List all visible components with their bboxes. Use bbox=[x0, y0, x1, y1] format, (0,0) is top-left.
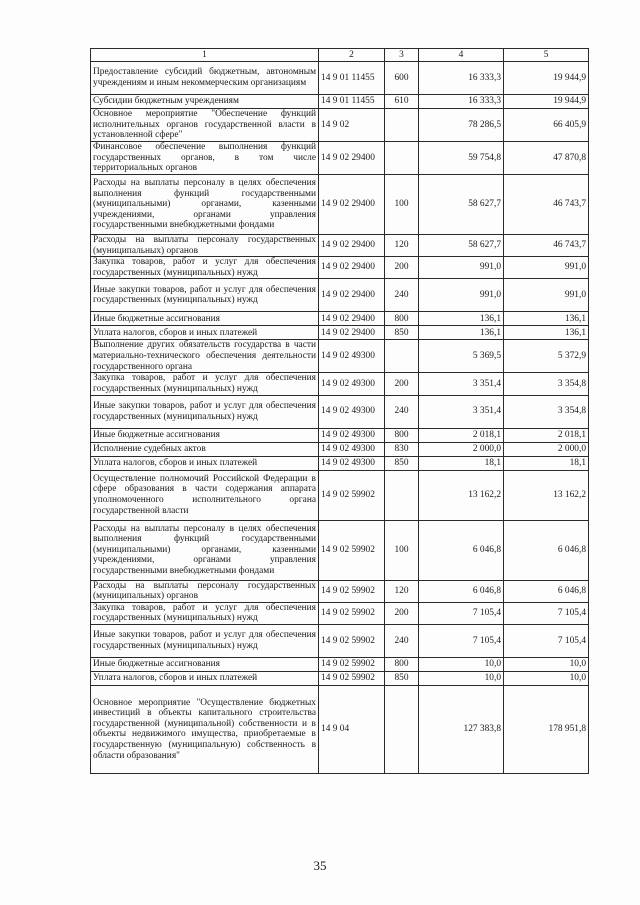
amount-col4: 10,0 bbox=[419, 657, 504, 671]
amount-col5: 2 018,1 bbox=[504, 428, 589, 442]
target-code: 14 9 01 11455 bbox=[319, 62, 385, 95]
expense-name: Выполнение других обязательств государства в части материально-технического обеспечения деятельности государственного органа bbox=[91, 340, 319, 373]
expense-type: 800 bbox=[385, 312, 419, 326]
target-code: 14 9 02 59902 bbox=[319, 657, 385, 671]
expense-type: 100 bbox=[385, 520, 419, 580]
expense-name: Закупка товаров, работ и услуг для обеспечения государственных (муниципальных) нужд bbox=[91, 602, 319, 624]
column-header-1: 1 bbox=[91, 49, 319, 62]
table-row bbox=[91, 602, 589, 624]
table-row bbox=[91, 580, 589, 602]
amount-col4: 7 105,4 bbox=[419, 602, 504, 624]
amount-col4: 59 754,8 bbox=[419, 142, 504, 175]
table-row bbox=[91, 142, 589, 175]
target-code: 14 9 02 59902 bbox=[319, 520, 385, 580]
expense-type: 850 bbox=[385, 326, 419, 340]
target-code: 14 9 02 29400 bbox=[319, 326, 385, 340]
amount-col4: 7 105,4 bbox=[419, 624, 504, 657]
expense-name: Основное мероприятие "Обеспечение функций исполнительных органов государственной власти в установленной сфере" bbox=[91, 109, 319, 142]
table-row bbox=[91, 428, 589, 442]
amount-col5: 18,1 bbox=[504, 456, 589, 470]
expense-name: Иные бюджетные ассигнования bbox=[91, 428, 319, 442]
table-row bbox=[91, 456, 589, 470]
amount-col5: 10,0 bbox=[504, 657, 589, 671]
target-code: 14 9 02 59902 bbox=[319, 602, 385, 624]
expense-name: Уплата налогов, сборов и иных платежей bbox=[91, 671, 319, 685]
expense-name: Уплата налогов, сборов и иных платежей bbox=[91, 326, 319, 340]
table-row bbox=[91, 109, 589, 142]
amount-col4: 5 369,5 bbox=[419, 340, 504, 373]
amount-col5: 47 870,8 bbox=[504, 142, 589, 175]
amount-col5: 136,1 bbox=[504, 312, 589, 326]
amount-col5: 66 405,9 bbox=[504, 109, 589, 142]
table-row bbox=[91, 685, 589, 773]
column-header-5: 5 bbox=[504, 49, 589, 62]
expense-name: Иные закупки товаров, работ и услуг для обеспечения государственных (муниципальных) нужд bbox=[91, 624, 319, 657]
target-code: 14 9 02 29400 bbox=[319, 175, 385, 235]
amount-col4: 3 351,4 bbox=[419, 373, 504, 395]
table-row bbox=[91, 395, 589, 428]
amount-col4: 127 383,8 bbox=[419, 685, 504, 773]
column-header-4: 4 bbox=[419, 49, 504, 62]
amount-col5: 7 105,4 bbox=[504, 624, 589, 657]
target-code: 14 9 01 11455 bbox=[319, 95, 385, 109]
budget-table bbox=[90, 48, 589, 774]
target-code: 14 9 02 49300 bbox=[319, 456, 385, 470]
expense-type: 240 bbox=[385, 279, 419, 312]
expense-type: 100 bbox=[385, 175, 419, 235]
table-row bbox=[91, 95, 589, 109]
amount-col5: 10,0 bbox=[504, 671, 589, 685]
expense-name: Расходы на выплаты персоналу государственных (муниципальных) органов bbox=[91, 580, 319, 602]
target-code: 14 9 02 49300 bbox=[319, 442, 385, 456]
target-code: 14 9 02 29400 bbox=[319, 235, 385, 257]
table-row bbox=[91, 657, 589, 671]
amount-col4: 136,1 bbox=[419, 326, 504, 340]
page-number: 35 bbox=[313, 858, 327, 873]
amount-col4: 16 333,3 bbox=[419, 95, 504, 109]
table-row bbox=[91, 279, 589, 312]
amount-col5: 46 743,7 bbox=[504, 175, 589, 235]
table-row bbox=[91, 373, 589, 395]
expense-type bbox=[385, 109, 419, 142]
expense-name: Закупка товаров, работ и услуг для обеспечения государственных (муниципальных) нужд bbox=[91, 257, 319, 279]
amount-col4: 6 046,8 bbox=[419, 520, 504, 580]
amount-col4: 16 333,3 bbox=[419, 62, 504, 95]
expense-name: Субсидии бюджетным учреждениям bbox=[91, 95, 319, 109]
amount-col5: 991,0 bbox=[504, 279, 589, 312]
amount-col5: 7 105,4 bbox=[504, 602, 589, 624]
amount-col4: 10,0 bbox=[419, 671, 504, 685]
expense-type bbox=[385, 340, 419, 373]
expense-name: Предоставление субсидий бюджетным, автономным учреждениям и иным некоммерческим организациям bbox=[91, 62, 319, 95]
amount-col5: 19 944,9 bbox=[504, 62, 589, 95]
expense-type: 850 bbox=[385, 456, 419, 470]
table-row bbox=[91, 340, 589, 373]
target-code: 14 9 02 29400 bbox=[319, 257, 385, 279]
target-code: 14 9 02 49300 bbox=[319, 340, 385, 373]
expense-type: 600 bbox=[385, 62, 419, 95]
target-code: 14 9 02 59902 bbox=[319, 671, 385, 685]
table-row bbox=[91, 520, 589, 580]
expense-name: Расходы на выплаты персоналу государственных (муниципальных) органов bbox=[91, 235, 319, 257]
expense-type: 240 bbox=[385, 395, 419, 428]
target-code: 14 9 02 59902 bbox=[319, 470, 385, 520]
expense-name: Финансовое обеспечение выполнения функций государственных органов, в том числе территориальных органов bbox=[91, 142, 319, 175]
amount-col5: 6 046,8 bbox=[504, 520, 589, 580]
target-code: 14 9 02 59902 bbox=[319, 580, 385, 602]
expense-type: 240 bbox=[385, 624, 419, 657]
expense-type: 850 bbox=[385, 671, 419, 685]
table-row bbox=[91, 624, 589, 657]
amount-col4: 13 162,2 bbox=[419, 470, 504, 520]
expense-name: Иные бюджетные ассигнования bbox=[91, 657, 319, 671]
amount-col5: 3 354,8 bbox=[504, 373, 589, 395]
expense-name: Закупка товаров, работ и услуг для обеспечения государственных (муниципальных) нужд bbox=[91, 373, 319, 395]
amount-col4: 6 046,8 bbox=[419, 580, 504, 602]
expense-type: 610 bbox=[385, 95, 419, 109]
expense-name: Расходы на выплаты персоналу в целях обеспечения выполнения функций государственными (муниципальными) органами, казенными учреждениями, органами управления государственными внебюджетными фондами bbox=[91, 175, 319, 235]
expense-name: Исполнение судебных актов bbox=[91, 442, 319, 456]
amount-col5: 2 000,0 bbox=[504, 442, 589, 456]
amount-col4: 78 286,5 bbox=[419, 109, 504, 142]
target-code: 14 9 02 49300 bbox=[319, 395, 385, 428]
amount-col4: 991,0 bbox=[419, 257, 504, 279]
amount-col4: 58 627,7 bbox=[419, 235, 504, 257]
target-code: 14 9 02 49300 bbox=[319, 428, 385, 442]
target-code: 14 9 04 bbox=[319, 685, 385, 773]
table-row bbox=[91, 671, 589, 685]
amount-col5: 136,1 bbox=[504, 326, 589, 340]
table-row bbox=[91, 442, 589, 456]
amount-col4: 2 000,0 bbox=[419, 442, 504, 456]
amount-col4: 58 627,7 bbox=[419, 175, 504, 235]
amount-col5: 6 046,8 bbox=[504, 580, 589, 602]
table-row bbox=[91, 312, 589, 326]
target-code: 14 9 02 59902 bbox=[319, 624, 385, 657]
amount-col5: 3 354,8 bbox=[504, 395, 589, 428]
table-row bbox=[91, 175, 589, 235]
expense-type: 120 bbox=[385, 235, 419, 257]
amount-col4: 18,1 bbox=[419, 456, 504, 470]
column-header-2: 2 bbox=[319, 49, 385, 62]
expense-name: Иные закупки товаров, работ и услуг для обеспечения государственных (муниципальных) нужд bbox=[91, 395, 319, 428]
amount-col4: 3 351,4 bbox=[419, 395, 504, 428]
amount-col5: 46 743,7 bbox=[504, 235, 589, 257]
expense-type: 200 bbox=[385, 373, 419, 395]
table-row bbox=[91, 62, 589, 95]
expense-type: 800 bbox=[385, 657, 419, 671]
expense-type bbox=[385, 685, 419, 773]
table-row bbox=[91, 257, 589, 279]
expense-name: Уплата налогов, сборов и иных платежей bbox=[91, 456, 319, 470]
expense-name: Основное мероприятие "Осуществление бюджетных инвестиций в объекты капитального строительства государственной (муниципальной) собственности и в объекты недвижимого имущества, приобретаемые в государственную (муниципальную) собственность в области образования" bbox=[91, 685, 319, 773]
expense-name: Осуществление полномочий Российской Федерации в сфере образования в части содержания аппарата уполномоченного исполнительного органа государственной власти bbox=[91, 470, 319, 520]
header-row bbox=[91, 49, 589, 62]
expense-name: Иные бюджетные ассигнования bbox=[91, 312, 319, 326]
amount-col4: 991,0 bbox=[419, 279, 504, 312]
target-code: 14 9 02 29400 bbox=[319, 279, 385, 312]
expense-type bbox=[385, 142, 419, 175]
expense-name: Иные закупки товаров, работ и услуг для обеспечения государственных (муниципальных) нужд bbox=[91, 279, 319, 312]
target-code: 14 9 02 29400 bbox=[319, 312, 385, 326]
amount-col5: 5 372,9 bbox=[504, 340, 589, 373]
expense-type bbox=[385, 470, 419, 520]
amount-col5: 991,0 bbox=[504, 257, 589, 279]
table-row bbox=[91, 235, 589, 257]
amount-col4: 2 018,1 bbox=[419, 428, 504, 442]
expense-name: Расходы на выплаты персоналу в целях обеспечения выполнения функций государственными (муниципальными) органами, казенными учреждениями, органами управления государственными внебюджетными фондами bbox=[91, 520, 319, 580]
table-row bbox=[91, 470, 589, 520]
target-code: 14 9 02 29400 bbox=[319, 142, 385, 175]
column-header-3: 3 bbox=[385, 49, 419, 62]
target-code: 14 9 02 49300 bbox=[319, 373, 385, 395]
table-row bbox=[91, 326, 589, 340]
expense-type: 120 bbox=[385, 580, 419, 602]
amount-col4: 136,1 bbox=[419, 312, 504, 326]
expense-type: 800 bbox=[385, 428, 419, 442]
expense-type: 830 bbox=[385, 442, 419, 456]
amount-col5: 13 162,2 bbox=[504, 470, 589, 520]
expense-type: 200 bbox=[385, 602, 419, 624]
expense-type: 200 bbox=[385, 257, 419, 279]
amount-col5: 19 944,9 bbox=[504, 95, 589, 109]
amount-col5: 178 951,8 bbox=[504, 685, 589, 773]
target-code: 14 9 02 bbox=[319, 109, 385, 142]
